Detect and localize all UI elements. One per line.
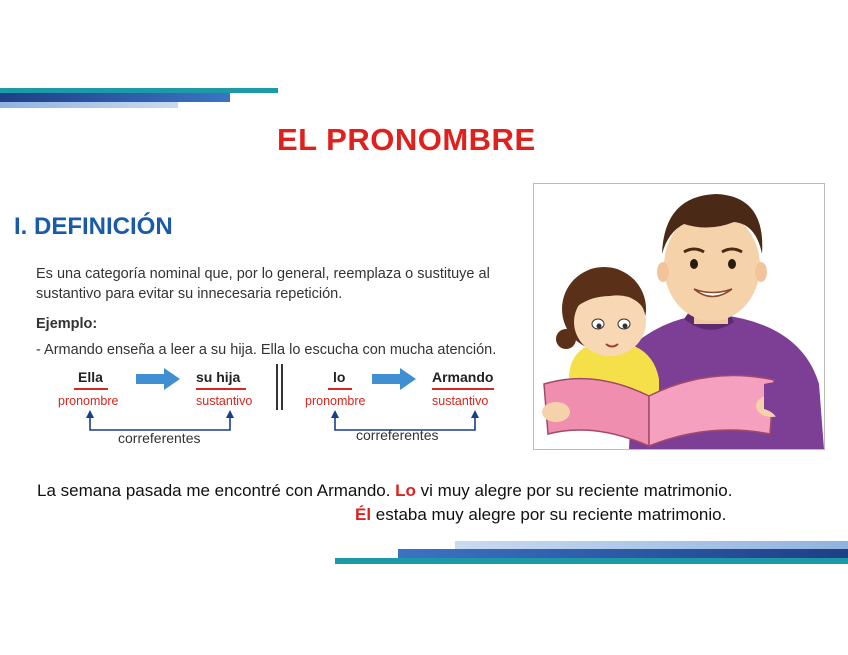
arrow-right-icon <box>372 368 416 395</box>
diagram-left-role1: pronombre <box>58 394 119 408</box>
bottom-bar-blue <box>398 549 848 558</box>
definition-text: Es una categoría nominal que, por lo general, reemplaza o sustituye al sustantivo para evitar su innecesaria repetición. <box>36 266 490 302</box>
sentence-line-1 <box>37 481 732 501</box>
sentence-2-after: estaba muy alegre por su reciente matrimonio. <box>371 505 727 524</box>
diagram-divider-2 <box>281 364 283 410</box>
top-bar-blue <box>0 93 230 102</box>
diagram-left-link: correferentes <box>118 430 201 446</box>
underline-right-2 <box>432 388 494 390</box>
father-daughter-reading-illustration <box>533 183 825 450</box>
diagram-right-link: correferentes <box>356 427 439 443</box>
diagram-right-role2: sustantivo <box>432 394 489 408</box>
sentence-1-before: La semana pasada me encontré con Armando. <box>37 481 396 500</box>
underline-left-2 <box>196 388 246 390</box>
bottom-bar-light <box>455 541 848 549</box>
underline-left-1 <box>74 388 108 390</box>
bottom-bar-teal <box>335 558 848 564</box>
sentence-line-2 <box>355 505 726 525</box>
example-sentence: - Armando enseña a leer a su hija. Ella lo escucha con mucha atención. <box>36 342 497 358</box>
underline-right-1 <box>328 388 352 390</box>
slide-title: EL PRONOMBRE <box>277 122 536 157</box>
diagram-right-word1: lo <box>333 369 346 385</box>
diagram-left-word1: Ella <box>78 369 103 385</box>
diagram-right-word2: Armando <box>432 369 494 385</box>
diagram-left-role2: sustantivo <box>196 394 253 408</box>
sentence-1-after: vi muy alegre por su reciente matrimonio. <box>415 481 733 500</box>
sentence-2-pronoun: Él <box>355 505 372 524</box>
section-heading: I. DEFINICIÓN <box>14 213 173 240</box>
diagram-left-word2: su hija <box>196 369 241 385</box>
sentence-1-pronoun: Lo <box>395 481 416 500</box>
diagram-divider <box>276 364 278 410</box>
example-label: Ejemplo: <box>36 316 98 332</box>
diagram-right-role1: pronombre <box>305 394 366 408</box>
top-bar-light <box>0 102 178 108</box>
arrow-right-icon <box>136 368 180 395</box>
